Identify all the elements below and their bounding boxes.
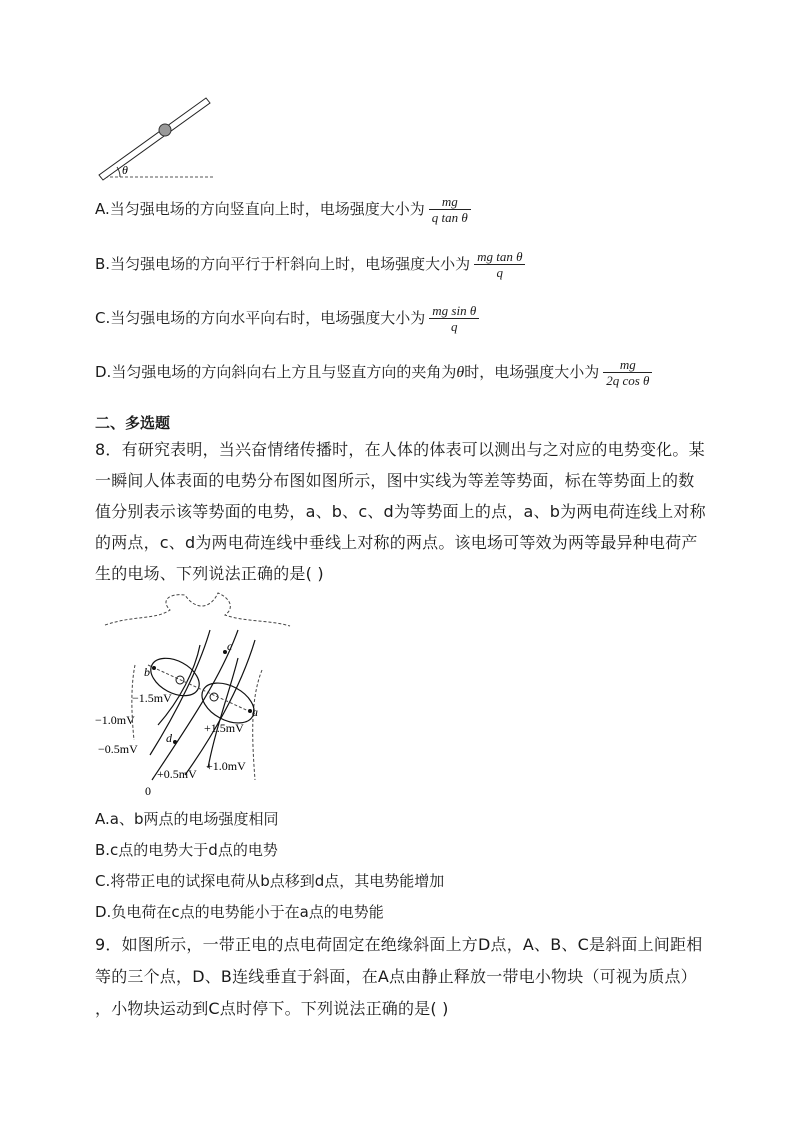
angle-theta-label: θ bbox=[122, 163, 128, 177]
q8-line-2: 一瞬间人体表面的电势分布图如图所示，图中实线为等差等势面，标在等势面上的数 bbox=[95, 471, 695, 490]
label-b: b bbox=[144, 665, 150, 679]
section-heading: 二、多选题 bbox=[95, 414, 171, 432]
label-d: d bbox=[166, 731, 172, 745]
inclined-rod bbox=[99, 98, 210, 180]
equipotential-m10 bbox=[158, 645, 200, 725]
q8-option-a: A.a、b两点的电场强度相同 bbox=[95, 810, 279, 828]
q9-line-1: 9．如图所示，一带正电的点电荷固定在绝缘斜面上方D点，A、B、C是斜面上间距相 bbox=[95, 935, 703, 954]
q7-option-a: A.当匀强电场的方向竖直向上时，电场强度大小为 $\frac{mg}{\text{q tan θ}}$ bbox=[95, 194, 471, 225]
equipotential-figure bbox=[90, 590, 300, 800]
q7-option-d: D.当匀强电场的方向斜向右上方且与竖直方向的夹角为θ时，电场强度大小为 $\frac{mg}{\text{2q cos θ}}$ bbox=[95, 357, 652, 388]
q9-line-2: 等的三个点，D、B连线垂直于斜面，在A点由静止释放一带电小物块（可视为质点） bbox=[95, 967, 697, 986]
label-p05: +0.5mV bbox=[157, 767, 197, 781]
q8-option-c: C.将带正电的试探电荷从b点移到d点，其电势能增加 bbox=[95, 872, 445, 890]
point-d bbox=[173, 740, 177, 744]
label-m10: −1.0mV bbox=[95, 713, 135, 727]
rod-incline-figure bbox=[95, 95, 225, 185]
label-c: c bbox=[227, 639, 233, 653]
label-m05: −0.5mV bbox=[98, 742, 138, 756]
ball bbox=[159, 124, 171, 136]
label-p10: +1.0mV bbox=[206, 759, 246, 773]
label-a: a bbox=[252, 705, 258, 719]
q8-line-1: 8．有研究表明，当兴奋情绪传播时，在人体的体表可以测出与之对应的电势变化。某 bbox=[95, 440, 705, 459]
label-zero: 0 bbox=[145, 784, 151, 798]
q7-option-b: B.当匀强电场的方向平行于杆斜向上时，电场强度大小为 $\frac{\text{mg tan θ}}{q}$ bbox=[95, 249, 525, 280]
label-m15: −1.5mV bbox=[132, 691, 172, 705]
label-p15: +1.5mV bbox=[204, 721, 244, 735]
q8-line-4: 的两点，c、d为两电荷连线中垂线上对称的两点。该电场可等效为两等最异种电荷产 bbox=[95, 533, 698, 552]
q8-option-d: D.负电荷在c点的电势能小于在a点的电势能 bbox=[95, 903, 384, 921]
body-outline bbox=[105, 593, 290, 626]
body-outline-right bbox=[253, 670, 262, 780]
point-b bbox=[152, 666, 156, 670]
q9-line-3: ，小物块运动到C点时停下。下列说法正确的是( ) bbox=[95, 999, 449, 1018]
q8-option-b: B.c点的电势大于d点的电势 bbox=[95, 841, 278, 859]
q7-option-c: C.当匀强电场的方向水平向右时，电场强度大小为 $\frac{\text{mg sin θ}}{q}$ bbox=[95, 303, 479, 334]
q8-line-3: 值分别表示该等势面的电势，a、b、c、d为等势面上的点，a、b为两电荷连线上对称 bbox=[95, 502, 706, 521]
q8-line-5: 生的电场、下列说法正确的是( ) bbox=[95, 564, 324, 583]
